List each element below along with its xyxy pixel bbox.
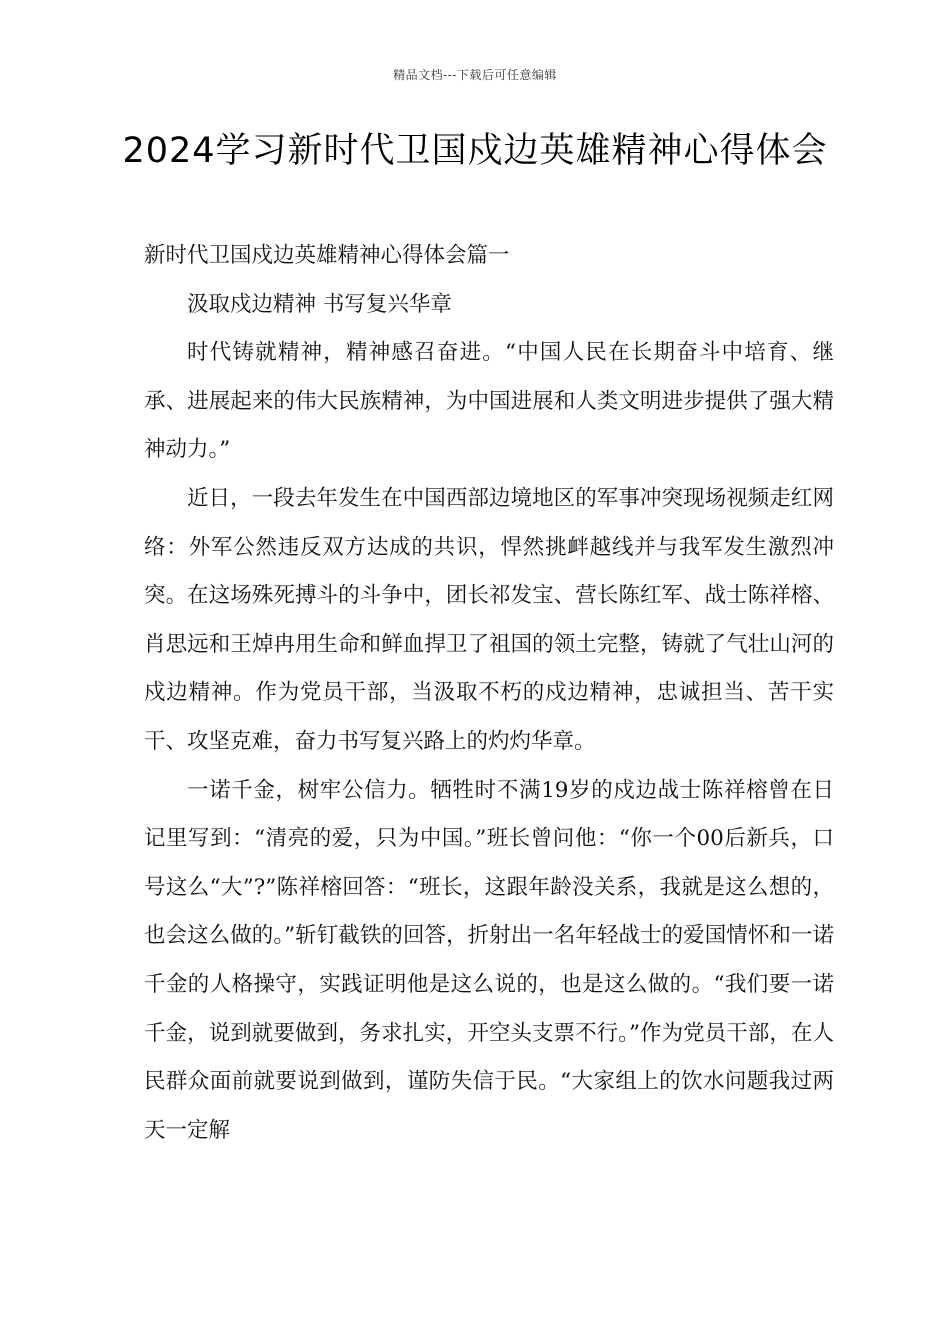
section-subtitle: 新时代卫国戍边英雄精神心得体会篇一: [144, 243, 510, 268]
paragraph-heading: 汲取戍边精神 书写复兴华章: [187, 291, 452, 317]
paragraph: 时代铸就精神，精神感召奋进。“中国人民在长期奋斗中培育、继承、进展起来的伟大民族精神，为中国进展和人类文明进步提供了强大精神动力。”: [144, 340, 834, 463]
document-title: 2024学习新时代卫国戍边英雄精神心得体会: [122, 131, 828, 171]
header-note: 精品文档---下载后可任意编辑: [393, 68, 557, 82]
document-body: [144, 232, 834, 1155]
paragraph: 一诺千金，树牢公信力。牺牲时不满19岁的戍边战士陈祥榕曾在日记里写到：“清亮的爱，只为中国。”班长曾问他：“你一个00后新兵，口号这么“大”?”陈祥榕回答：“班长，这跟年龄没关系，我就是这么想的，也会这么做的。”斩钉截铁的回答，折射出一名年轻战士的爱国情怀和一诺千金的人格操守，实践证明他是这么说的，也是这么做的。“我们要一诺千金，说到就要做到，务求扎实，开空头支票不行。”作为党员干部，在人民群众面前就要说到做到，谨防失信于民。“大家组上的饮水问题我过两天一定解: [144, 777, 834, 1143]
paragraph: 近日，一段去年发生在中国西部边境地区的军事冲突现场视频走红网络：外军公然违反双方达成的共识，悍然挑衅越线并与我军发生激烈冲突。在这场殊死搏斗的斗争中，团长祁发宝、营长陈红军、战士陈祥榕、肖思远和王焯冉用生命和鲜血捍卫了祖国的领土完整，铸就了气壮山河的戍边精神。作为党员干部，当汲取不朽的戍边精神，忠诚担当、苦干实干、攻坚克难，奋力书写复兴路上的灼灼华章。: [144, 485, 834, 754]
